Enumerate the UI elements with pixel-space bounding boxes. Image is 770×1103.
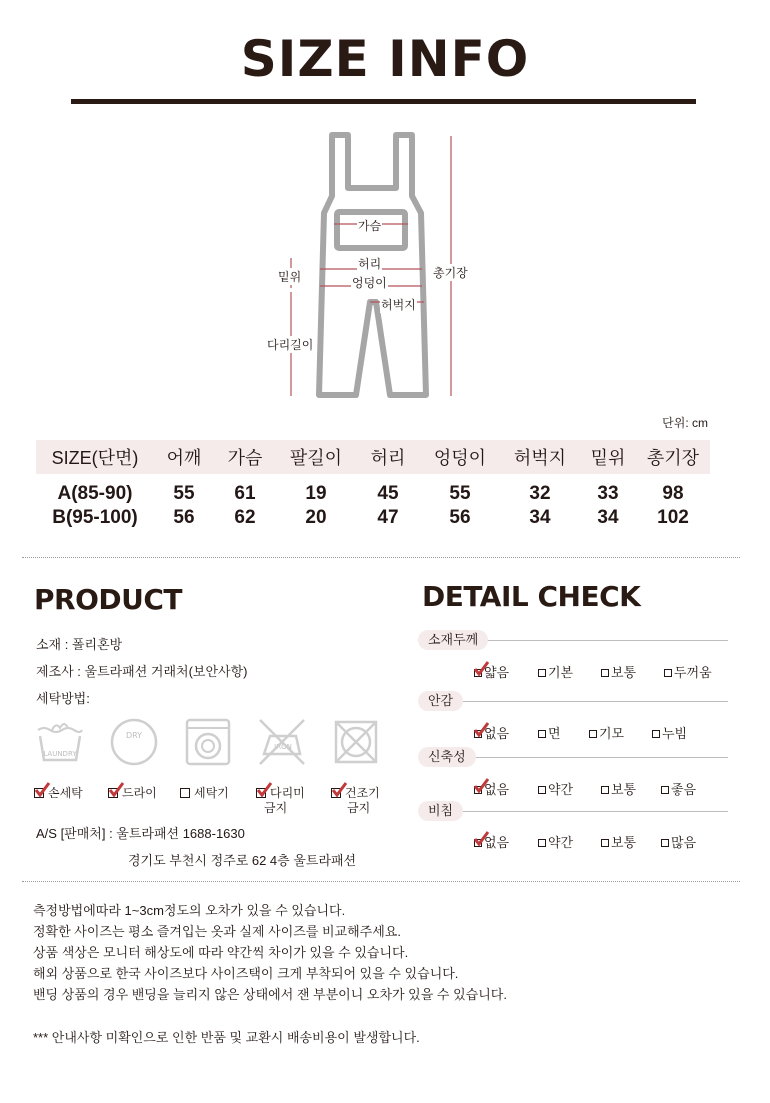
checkbox-icon[interactable] (180, 788, 190, 798)
header-cell: 엉덩이 (420, 440, 500, 474)
header-cell: 어깨 (154, 440, 214, 474)
option-label: 보통 (611, 835, 637, 850)
washing-title: 세탁방법: (36, 691, 90, 706)
checkbox-icon[interactable] (108, 788, 118, 798)
option-label: 면 (548, 726, 561, 741)
checkmark-icon (473, 831, 489, 847)
table-cell: 98 (662, 483, 684, 504)
detail-option[interactable] (538, 662, 573, 681)
page-title: SIZE INFO (240, 30, 530, 88)
wash-option-label: 다리미 (270, 786, 305, 800)
checkmark-icon (473, 661, 489, 677)
iron-icon-text: IRON (274, 743, 292, 751)
notice-line: *** 안내사항 미확인으로 인한 반품 및 교환시 배송비용이 발생합니다. (33, 1030, 420, 1045)
table-row (36, 506, 710, 530)
header-cell: 가슴 (214, 440, 276, 474)
detail-option-selected[interactable] (474, 832, 509, 851)
size-table (36, 440, 710, 530)
table-cell: 19 (305, 483, 327, 504)
option-label: 많음 (671, 835, 697, 850)
table-cell: 56 (449, 507, 471, 528)
checkmark-icon (473, 722, 489, 738)
section-divider (22, 881, 740, 882)
note-line: 측정방법에따라 1~3cm정도의 오차가 있을 수 있습니다. (33, 903, 346, 918)
header-cell: 허리 (356, 440, 420, 474)
detail-divider (430, 811, 728, 812)
option-label: 보통 (611, 782, 637, 797)
option-label: 기모 (599, 726, 625, 741)
table-cell: 102 (657, 507, 689, 528)
option-label: 기본 (548, 665, 574, 680)
table-cell: 55 (449, 483, 471, 504)
detail-option[interactable] (652, 723, 687, 742)
table-cell: 45 (377, 483, 399, 504)
detail-divider (430, 701, 728, 702)
laundry-icon-text: LAUNDRY (43, 750, 77, 758)
unit-label: 단위: cm (662, 416, 708, 430)
wash-option-label: 드라이 (122, 786, 157, 800)
no-tumble-dry-icon (330, 716, 382, 768)
checkmark-icon (331, 782, 347, 798)
no-iron-icon (256, 716, 308, 768)
table-cell: B(95-100) (52, 507, 138, 528)
title-divider (71, 99, 696, 104)
note-line: 밴딩 상품의 경우 밴딩을 늘리지 않은 상태에서 잰 부분이니 오차가 있을 수 있습니다. (33, 987, 507, 1002)
overall-outline-icon (0, 120, 770, 420)
wash-option-dryer[interactable] (331, 786, 391, 816)
option-label: 누빔 (662, 726, 688, 741)
detail-category-thickness: 소재두께 (418, 630, 488, 650)
overall-diagram (0, 120, 770, 420)
option-label: 얇음 (484, 665, 510, 680)
product-title: PRODUCT (34, 583, 183, 616)
chest-label: 가슴 (358, 219, 382, 233)
inseam-label: 다리길이 (267, 338, 314, 352)
detail-option-selected[interactable] (474, 662, 509, 681)
wash-option-label: 건조기 (345, 786, 380, 800)
table-cell: 56 (173, 507, 195, 528)
detail-option[interactable] (601, 832, 636, 851)
option-label: 두꺼움 (674, 665, 712, 680)
table-cell: 61 (234, 483, 256, 504)
size-table-header-row (36, 440, 710, 474)
detail-category-lining: 안감 (418, 691, 463, 711)
checkmark-icon (108, 782, 124, 798)
detail-option[interactable] (661, 779, 696, 798)
detail-option-selected[interactable] (474, 779, 509, 798)
table-cell: 32 (529, 483, 551, 504)
material-line: 소재 : 폴리혼방 (36, 637, 123, 652)
table-row (36, 474, 710, 506)
detail-option[interactable] (601, 779, 636, 798)
option-label: 좋음 (671, 782, 697, 797)
detail-option[interactable] (538, 832, 573, 851)
detail-option[interactable] (601, 662, 636, 681)
washing-machine-icon (182, 716, 234, 768)
option-label: 없음 (484, 782, 510, 797)
checkbox-icon[interactable] (34, 788, 44, 798)
as-line: A/S [판매처] : 울트라패션 1688-1630 (36, 826, 245, 841)
option-label: 약간 (548, 782, 574, 797)
wash-option-iron[interactable] (256, 786, 316, 816)
section-divider (22, 557, 740, 558)
wash-option-hand-wash[interactable] (34, 786, 83, 801)
note-line: 해외 상품으로 한국 사이즈보다 사이즈택이 크게 부착되어 있을 수 있습니다. (33, 966, 459, 981)
rise-label: 밑위 (278, 270, 302, 284)
wash-option-dry-clean[interactable] (108, 786, 157, 801)
waist-label: 허리 (358, 257, 382, 271)
table-cell: 62 (234, 507, 256, 528)
laundry-hand-wash-icon (34, 716, 86, 768)
header-cell: SIZE(단면) (36, 440, 154, 474)
wash-option-sublabel: 금지 (347, 801, 371, 815)
table-cell: A(85-90) (57, 483, 133, 504)
checkmark-icon (473, 778, 489, 794)
header-cell: 허벅지 (500, 440, 580, 474)
option-label: 보통 (611, 665, 637, 680)
option-label: 약간 (548, 835, 574, 850)
checkbox-icon[interactable] (256, 788, 266, 798)
wash-option-sublabel: 금지 (264, 801, 288, 815)
detail-option[interactable] (664, 662, 712, 681)
wash-option-machine[interactable] (180, 786, 229, 801)
note-line: 상품 색상은 모니터 해상도에 따라 약간씩 차이가 있을 수 있습니다. (33, 945, 409, 960)
table-cell: 55 (173, 483, 195, 504)
wash-option-label: 세탁기 (194, 786, 229, 800)
detail-option[interactable] (661, 832, 696, 851)
note-line: 정확한 사이즈는 평소 즐겨입는 옷과 실제 사이즈를 비교해주세요. (33, 924, 401, 939)
address-line: 경기도 부천시 정주로 62 4층 울트라패션 (128, 853, 357, 868)
detail-option-selected[interactable] (474, 723, 509, 742)
detail-option[interactable] (589, 723, 624, 742)
option-label: 없음 (484, 835, 510, 850)
table-cell: 34 (529, 507, 551, 528)
thigh-label: 허벅지 (381, 298, 416, 312)
dry-clean-icon (108, 716, 160, 768)
checkmark-icon (256, 782, 272, 798)
notes-list (33, 900, 507, 1005)
wash-icons-row (34, 716, 394, 776)
manufacturer-line: 제조사 : 울트라패션 거래처(보안사항) (36, 664, 248, 679)
option-label: 없음 (484, 726, 510, 741)
detail-category-sheerness: 비침 (418, 801, 463, 821)
checkmark-icon (34, 782, 50, 798)
wash-option-label: 손세탁 (48, 786, 83, 800)
checkbox-icon[interactable] (331, 788, 341, 798)
dry-icon-text: DRY (125, 731, 143, 740)
table-cell: 33 (597, 483, 619, 504)
hip-label: 엉덩이 (352, 276, 387, 290)
table-cell: 47 (377, 507, 399, 528)
total-length-label: 총기장 (433, 266, 468, 280)
header-cell: 밑위 (580, 440, 636, 474)
detail-check-title: DETAIL CHECK (422, 580, 641, 613)
header-cell: 팔길이 (276, 440, 356, 474)
detail-option[interactable] (538, 779, 573, 798)
table-cell: 34 (597, 507, 619, 528)
detail-option[interactable] (538, 723, 561, 742)
detail-category-stretch: 신축성 (418, 747, 476, 767)
header-cell: 총기장 (636, 440, 710, 474)
table-cell: 20 (305, 507, 327, 528)
